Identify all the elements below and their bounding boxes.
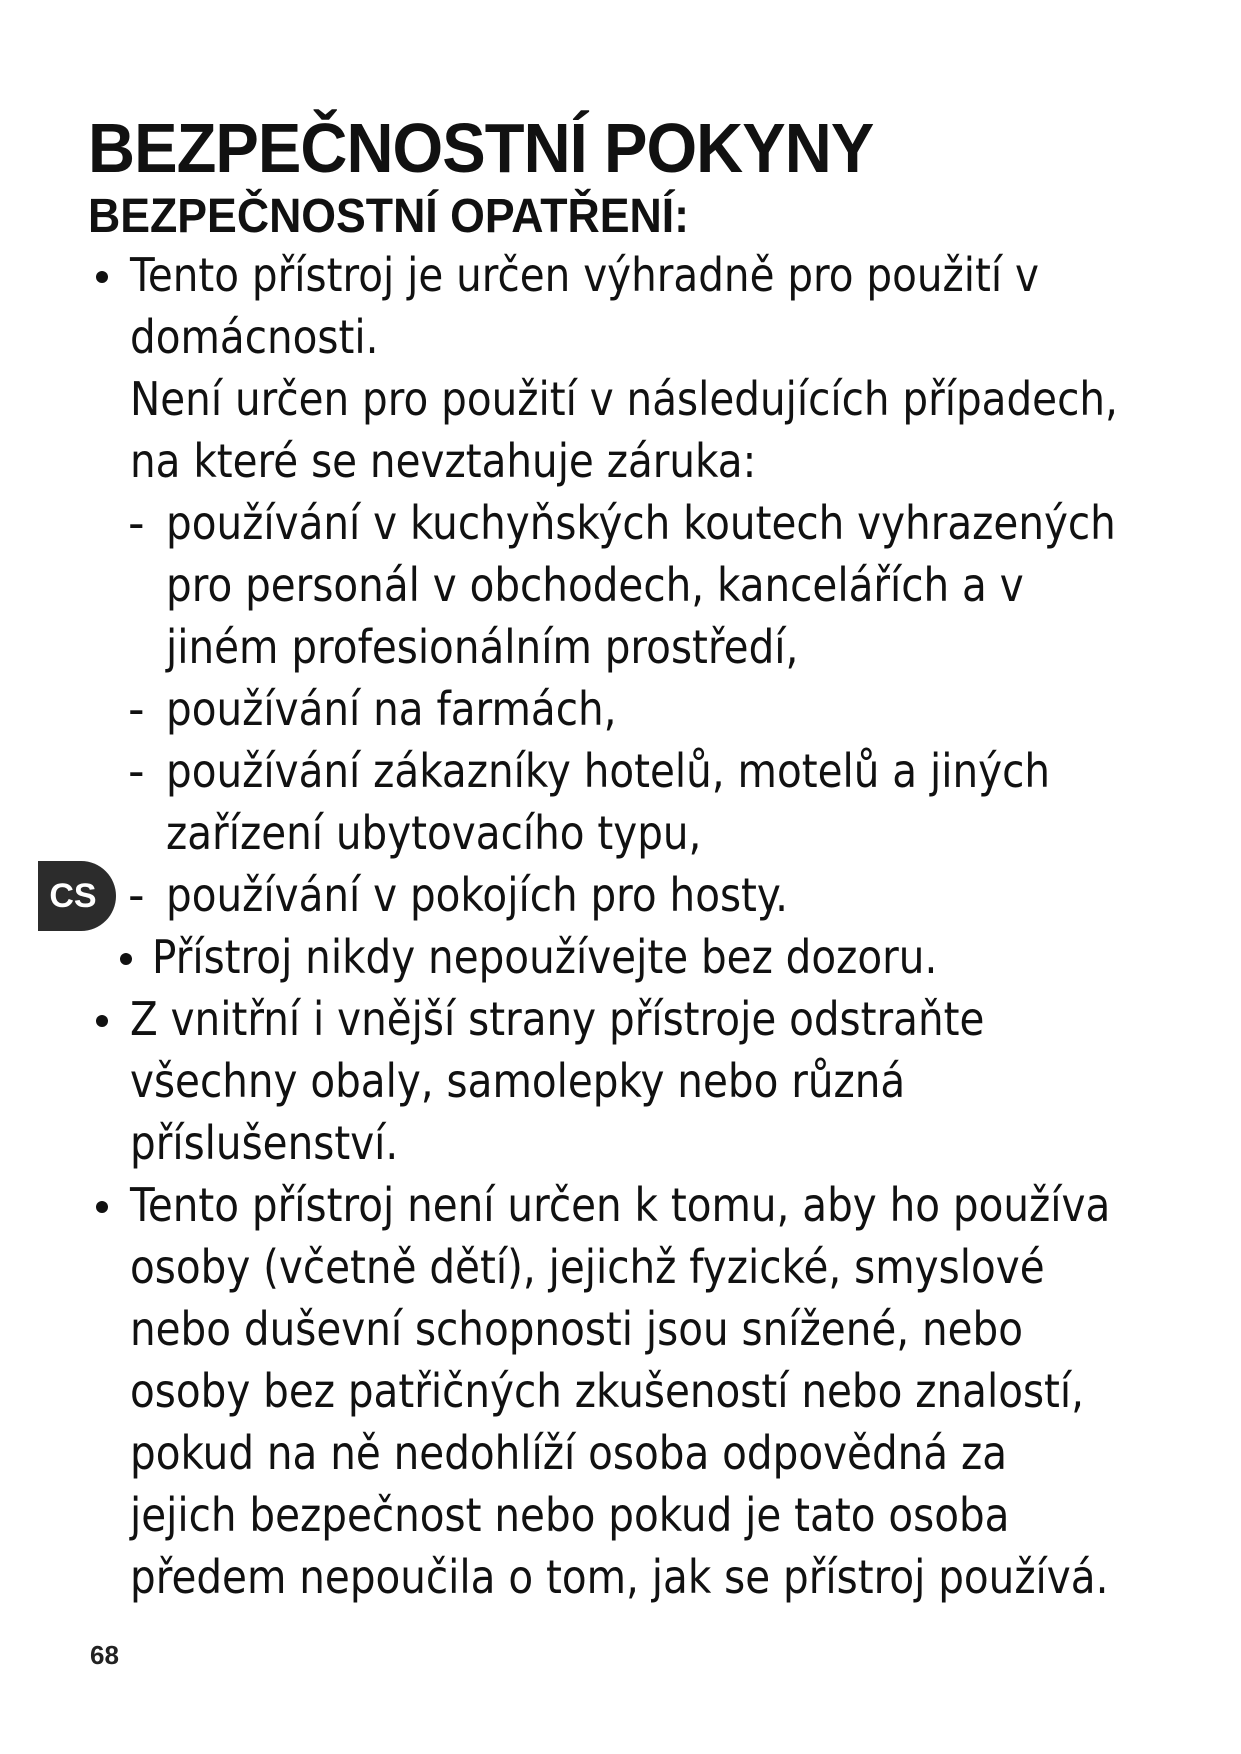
text-line: osoby (včetně dětí), jejichž fyzické, smyslové [130,1240,1045,1294]
dash-marker: - [128,682,145,736]
text-line: Není určen pro použití v následujících případech, [130,372,1118,426]
text-line: Z vnitřní i vnější strany přístroje odstraňte [130,992,985,1046]
text-line: všechny obaly, samolepky nebo různá [130,1054,906,1108]
bullet-marker [96,1201,108,1213]
section-subtitle: BEZPEČNOSTNÍ OPATŘENÍ: [88,190,690,243]
text-line: pro personál v obchodech, kancelářích a v [166,558,1024,612]
text-line: zařízení ubytovacího typu, [166,806,702,860]
page-number: 68 [90,1640,119,1670]
page-title: BEZPEČNOSTNÍ POKYNY [88,109,874,187]
text-line: nebo duševní schopnosti jsou snížené, nebo [130,1302,1024,1356]
text-line: používání v kuchyňských koutech vyhrazených [166,496,1116,550]
bullet-marker [96,1015,108,1027]
text-line: Tento přístroj není určen k tomu, aby ho používa [130,1178,1111,1232]
text-line: Tento přístroj je určen výhradně pro použití v [130,248,1039,302]
dash-marker: - [128,868,145,922]
text-line: pokud na ně nedohlíží osoba odpovědná za [130,1426,1008,1480]
dash-marker: - [128,744,145,798]
text-line: používání zákazníky hotelů, motelů a jiných [166,744,1050,798]
text-line: předem nepoučila o tom, jak se přístroj používá. [130,1550,1109,1604]
text-line: používání na farmách, [166,682,617,736]
language-tab: CS [38,861,116,931]
text-line: používání v pokojích pro hosty. [166,868,788,922]
dash-marker: - [128,496,145,550]
bullet-marker [120,953,132,965]
text-line: osoby bez patřičných zkušeností nebo znalostí, [130,1364,1085,1418]
text-line: příslušenství. [130,1116,399,1170]
text-line: Přístroj nikdy nepoužívejte bez dozoru. [152,930,938,984]
text-line: jejich bezpečnost nebo pokud je tato osoba [130,1488,1010,1542]
text-line: na které se nevztahuje záruka: [130,434,757,488]
text-line: domácnosti. [130,310,379,364]
bullet-marker [96,271,108,283]
text-line: jiném profesionálním prostředí, [166,620,799,674]
